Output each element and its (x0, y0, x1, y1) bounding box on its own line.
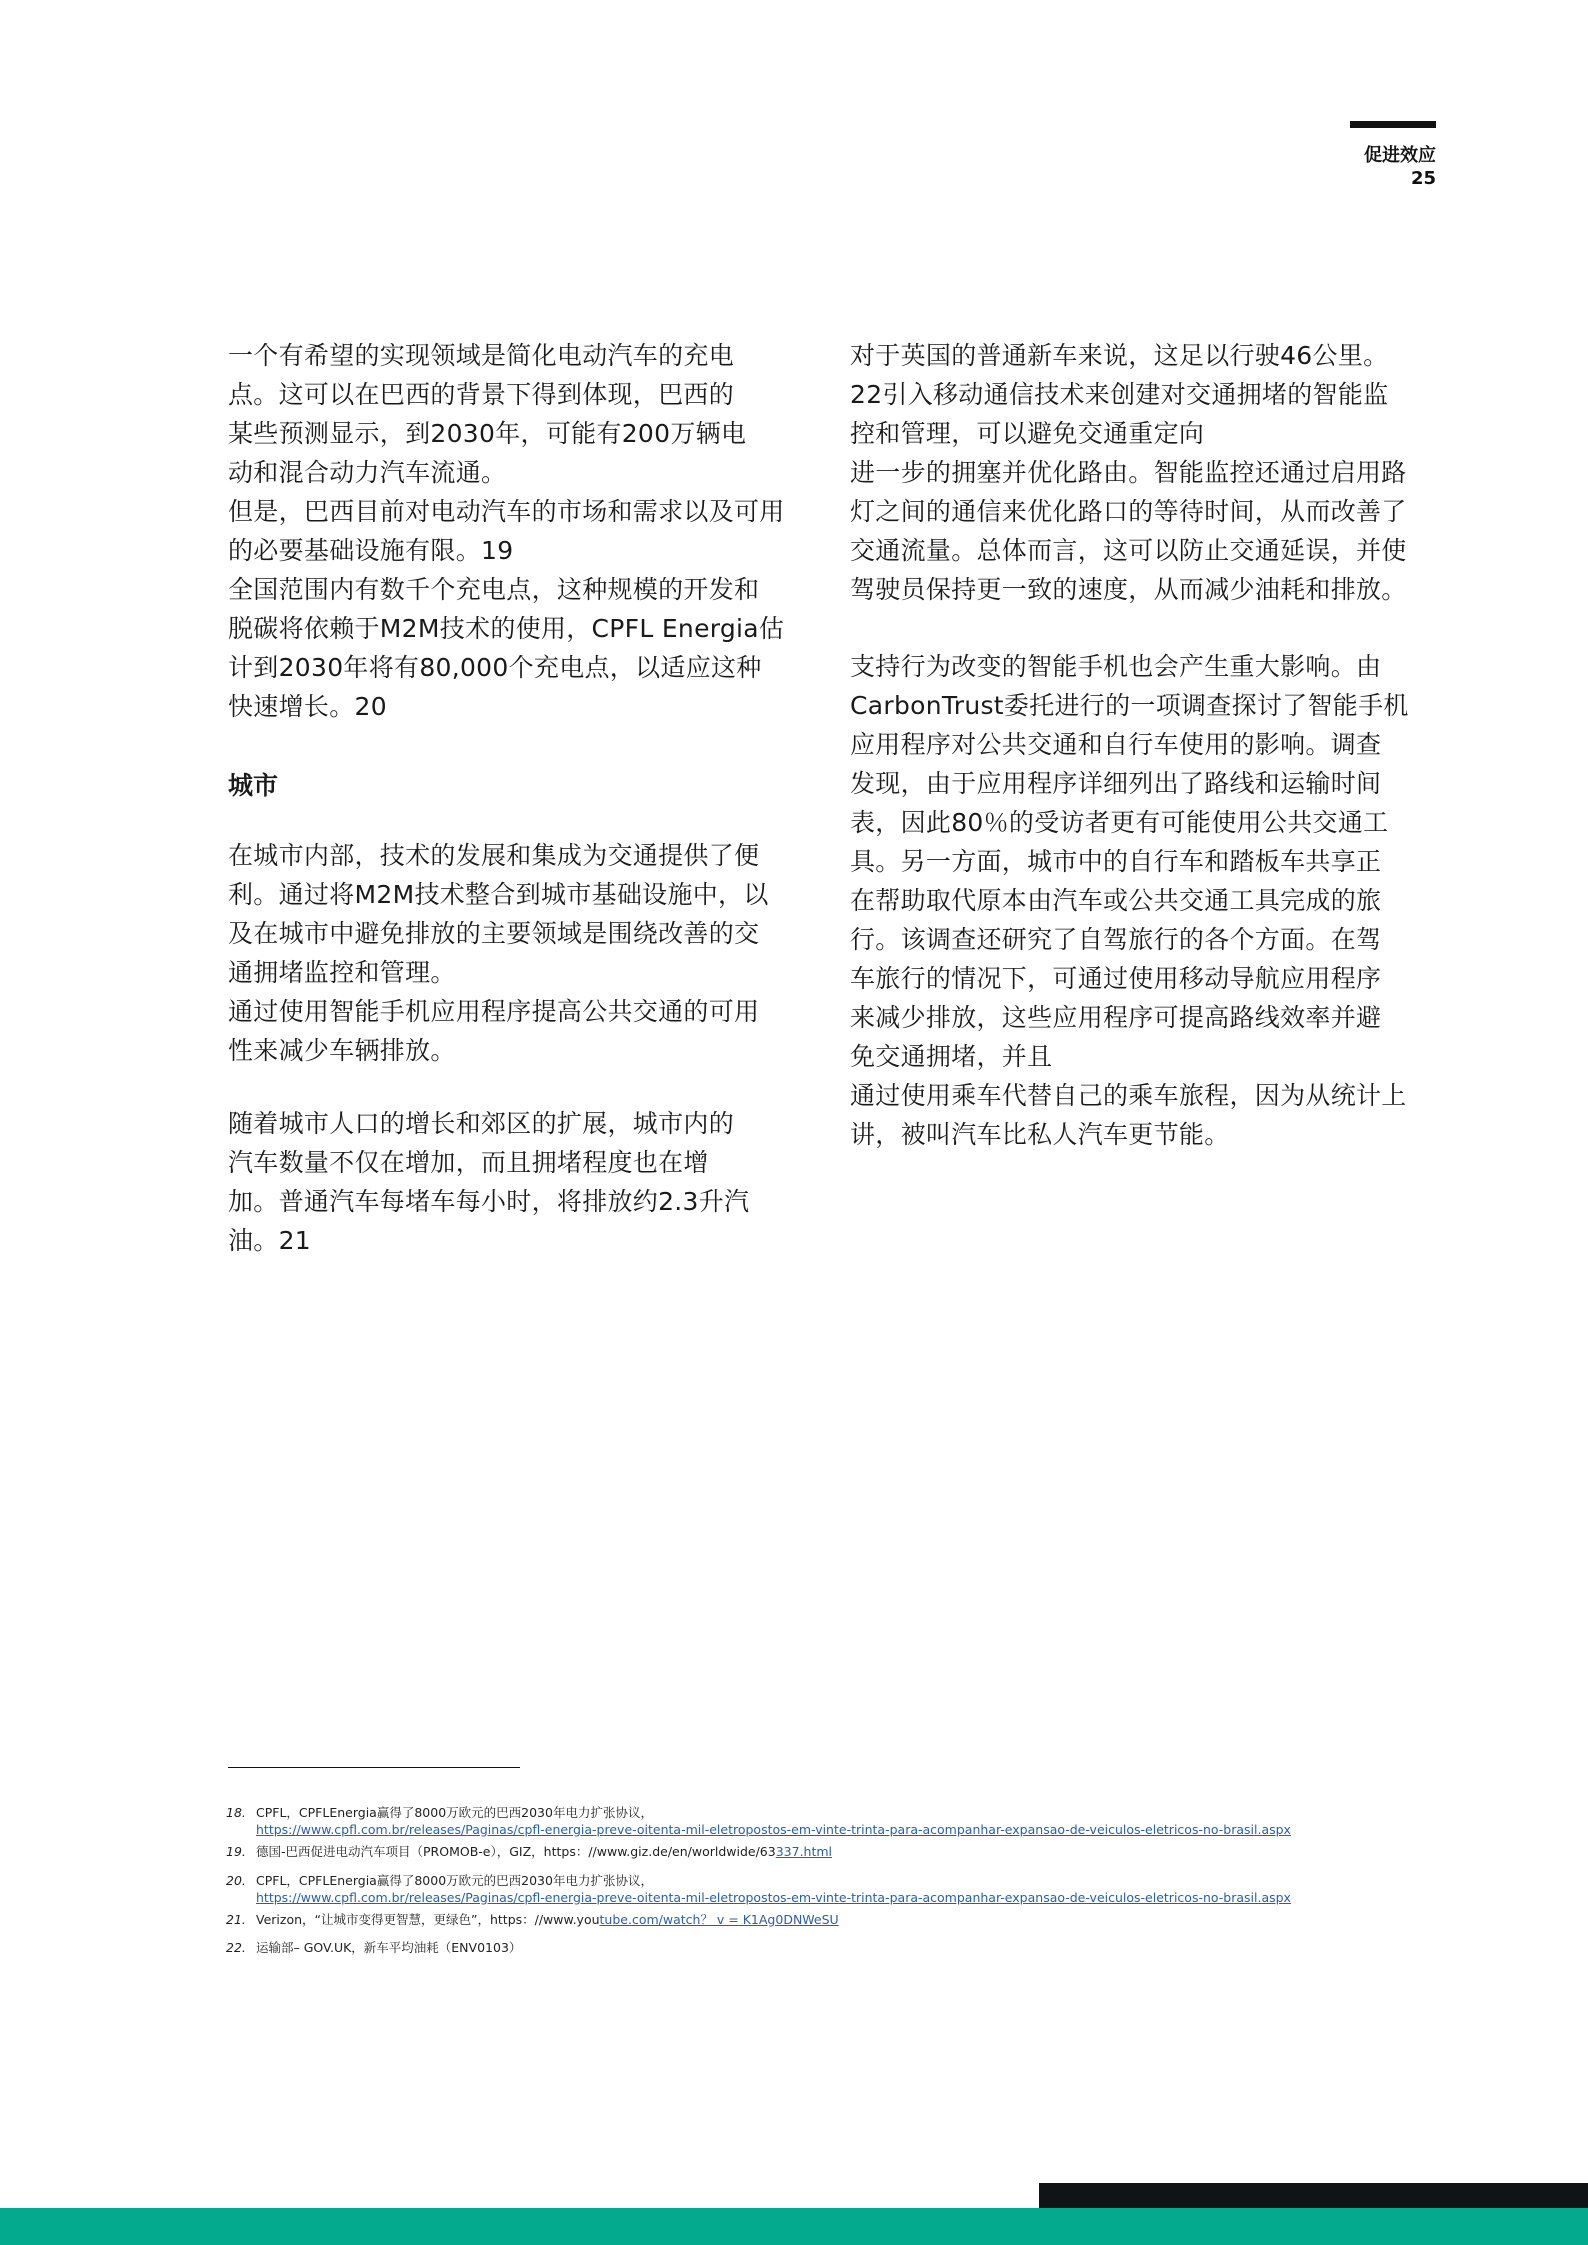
text-line: 随着城市人口的增长和郊区的扩展，城市内的 (228, 1109, 735, 1138)
text-line: 在城市内部，技术的发展和集成为交通提供了便 (228, 841, 760, 870)
text-line: 但是，巴西目前对电动汽车的市场和需求以及可用 (228, 497, 785, 526)
text-line: 加。普通汽车每堵车每小时，将排放约2.3升汽 (228, 1187, 750, 1216)
page-number: 25 (1410, 168, 1436, 189)
right-paragraph-1 (850, 336, 1407, 609)
left-paragraph-2 (228, 836, 769, 1070)
footnote-link[interactable]: https://www.cpfl.com.br/releases/Paginas/cpfl-energia-preve-oitenta-mil-eletropostos-em-vinte-trinta-para-acompanhar-expansao-de-veiculos-eletricos-no-brasil.aspx (256, 1822, 1291, 1837)
footnote (226, 1872, 1291, 1906)
text-line: 及在城市中避免排放的主要领域是围绕改善的交 (228, 919, 760, 948)
text-line: 来减少排放，这些应用程序可提高路线效率并避 (850, 1003, 1382, 1032)
text-line: 通过使用智能手机应用程序提高公共交通的可用 (228, 997, 760, 1026)
footnote-number: 20. (226, 1873, 246, 1888)
footnote-link[interactable]: tube.com/watch？ v = K1Ag0DNWeSU (599, 1912, 839, 1927)
text-line: 行。该调查还研究了自驾旅行的各个方面。在驾 (850, 925, 1382, 954)
text-line: 动和混合动力汽车流通。 (228, 458, 507, 487)
footnote (226, 1843, 832, 1860)
footnote-number: 21. (226, 1912, 246, 1927)
header-rule (1350, 121, 1436, 128)
text-line: 驾驶员保持更一致的速度，从而减少油耗和排放。 (850, 575, 1407, 604)
text-line: 车旅行的情况下，可通过使用移动导航应用程序 (850, 964, 1382, 993)
text-line: 具。另一方面，城市中的自行车和踏板车共享正 (850, 847, 1382, 876)
footnote (226, 1911, 839, 1928)
right-paragraph-2 (850, 647, 1409, 1154)
footnote (226, 1804, 1291, 1838)
footer-green-bar (0, 2208, 1588, 2245)
text-line: 通过使用乘车代替自己的乘车旅程，因为从统计上 (850, 1081, 1407, 1110)
text-line: 控和管理，可以避免交通重定向 (850, 419, 1205, 448)
text-line: 应用程序对公共交通和自行车使用的影响。调查 (850, 730, 1382, 759)
text-line: CarbonTrust委托进行的一项调查探讨了智能手机 (850, 691, 1409, 720)
text-line: 性来减少车辆排放。 (228, 1036, 456, 1065)
text-line: 快速增长。20 (228, 692, 387, 721)
footnote-text: 德国-巴西促进电动汽车项目（PROMOB-e），GIZ，https：//www.giz.de/en/worldwide/63 (256, 1844, 776, 1859)
footer-black-bar (1039, 2183, 1588, 2209)
footnote (226, 1939, 521, 1956)
footnote-number: 18. (226, 1805, 246, 1820)
text-line: 表，因此80％的受访者更有可能使用公共交通工 (850, 808, 1389, 837)
text-line: 进一步的拥塞并优化路由。智能监控还通过启用路 (850, 458, 1407, 487)
footnote-number: 19. (226, 1844, 246, 1859)
text-line: 利。通过将M2M技术整合到城市基础设施中，以 (228, 880, 769, 909)
footnote-link[interactable]: 337.html (775, 1844, 833, 1859)
text-line: 支持行为改变的智能手机也会产生重大影响。由 (850, 652, 1382, 681)
text-line: 发现，由于应用程序详细列出了路线和运输时间 (850, 769, 1382, 798)
footnote-text: Verizon，“让城市变得更智慧，更绿色”，https：//www.you (256, 1912, 600, 1927)
left-paragraph-1 (228, 336, 785, 726)
text-line: 点。这可以在巴西的背景下得到体现，巴西的 (228, 380, 735, 409)
text-line: 免交通拥堵，并且 (850, 1042, 1053, 1071)
section-title: 促进效应 (1364, 145, 1436, 166)
text-line: 交通流量。总体而言，这可以防止交通延误，并使 (850, 536, 1407, 565)
text-line: 脱碳将依赖于M2M技术的使用，CPFL Energia估 (228, 614, 785, 643)
text-line: 某些预测显示，到2030年，可能有200万辆电 (228, 419, 747, 448)
footnote-number: 22. (226, 1940, 246, 1955)
footnote-text: CPFL，CPFLEnergia赢得了8000万欧元的巴西2030年电力扩张协议， (256, 1805, 653, 1820)
text-line: 灯之间的通信来优化路口的等待时间，从而改善了 (850, 497, 1407, 526)
text-line: 的必要基础设施有限。19 (228, 536, 514, 565)
footnote-link[interactable]: https://www.cpfl.com.br/releases/Paginas/cpfl-energia-preve-oitenta-mil-eletropostos-em-vinte-trinta-para-acompanhar-expansao-de-veiculos-eletricos-no-brasil.aspx (256, 1890, 1291, 1905)
text-line: 汽车数量不仅在增加，而且拥堵程度也在增 (228, 1148, 709, 1177)
text-line: 计到2030年将有80,000个充电点，以适应这种 (228, 653, 762, 682)
footnote-text: CPFL，CPFLEnergia赢得了8000万欧元的巴西2030年电力扩张协议， (256, 1873, 653, 1888)
text-line: 通拥堵监控和管理。 (228, 958, 456, 987)
text-line: 讲，被叫汽车比私人汽车更节能。 (850, 1120, 1230, 1149)
text-line: 对于英国的普通新车来说，这足以行驶46公里。 (850, 341, 1389, 370)
text-line: 一个有希望的实现领域是简化电动汽车的充电 (228, 341, 735, 370)
left-paragraph-3 (228, 1104, 749, 1260)
section-heading-city: 城市 (228, 771, 279, 800)
text-line: 22引入移动通信技术来创建对交通拥堵的智能监 (850, 380, 1389, 409)
text-line: 在帮助取代原本由汽车或公共交通工具完成的旅 (850, 886, 1382, 915)
footnote-separator (228, 1767, 520, 1768)
footnote-text: 运输部– GOV.UK，新车平均油耗（ENV0103） (256, 1940, 522, 1955)
text-line: 油。21 (228, 1226, 312, 1255)
text-line: 全国范围内有数千个充电点，这种规模的开发和 (228, 575, 760, 604)
